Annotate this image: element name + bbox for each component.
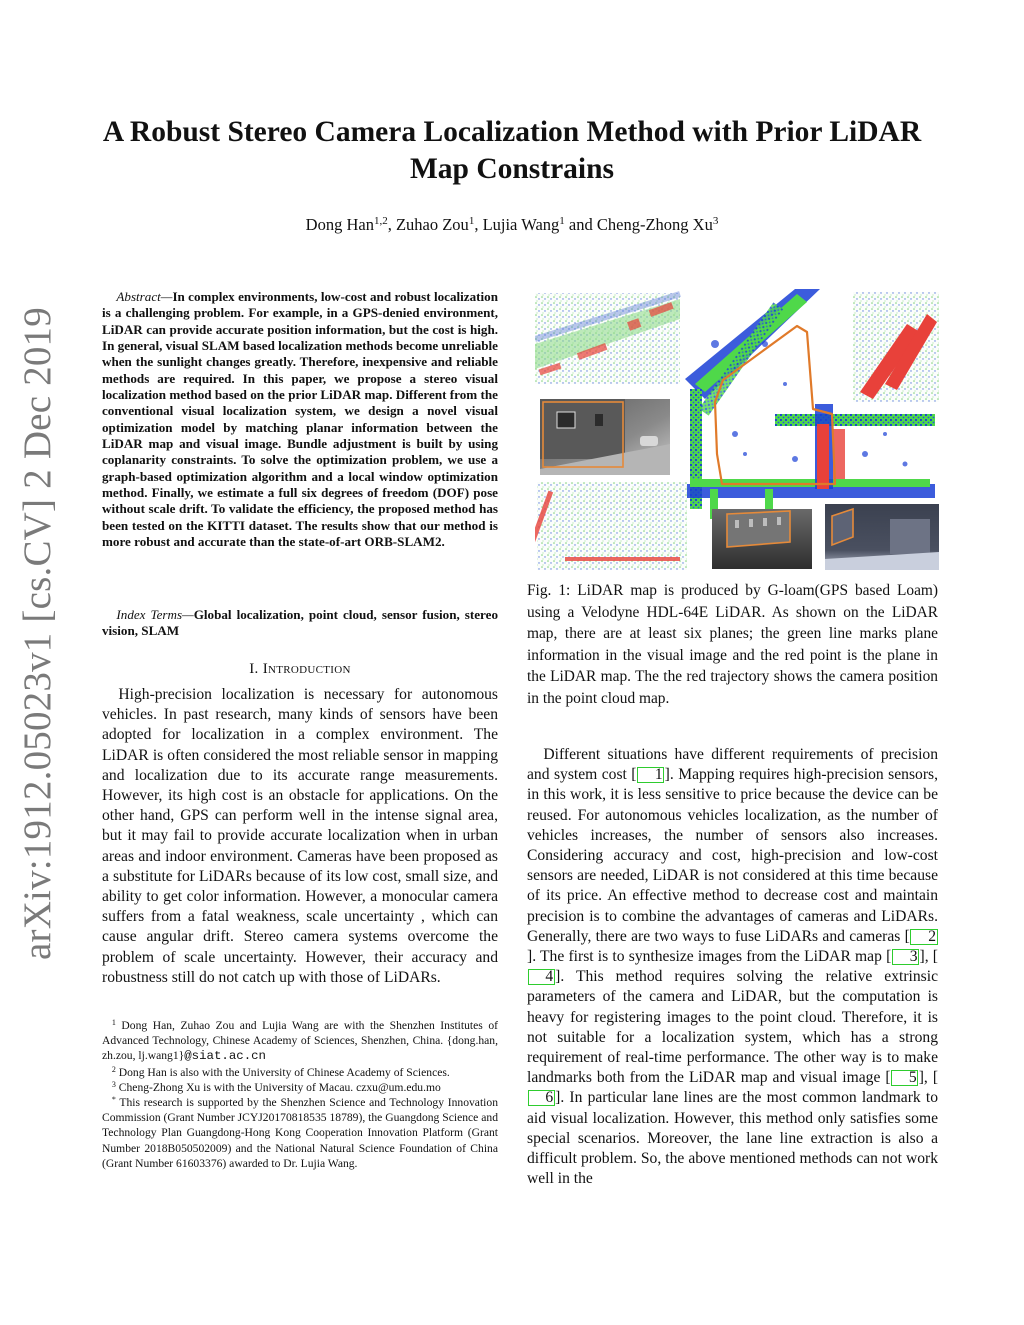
author-affiliation: 1	[468, 215, 475, 227]
author-affiliation: 1,2	[373, 215, 388, 227]
footnote-text: This research is supported by the Shenzhen Science and Technology Innovation Commission (Grant Number JCYJ20170818535 18789), the Guangdong Science and Technology Plan Guangdong-Hong Kong Cooperation Innovation Platform (Grant Number 2018B050502009) and the National Natural Science Foundation of China (Grant Number 61603376) awarded to Dr. Lujia Wang.	[102, 1096, 498, 1170]
author-affiliation: 1	[559, 215, 565, 227]
body-text-segment: . This method requires solving the relative extrinsic parameters of the camera and LiDAR, but the computation is heavy for registering images to the point cloud. Therefore, it is not suitable for a localization system, which has a strong requirement of real-time performance. The other way is to make landmarks both from the LiDAR map and visual image	[527, 968, 938, 1087]
author-name: Cheng-Zhong Xu	[596, 215, 713, 234]
figure-1-lidar-map	[535, 284, 939, 570]
paper-title-line-2: Map Constrains	[409, 153, 615, 185]
citation-separator: ,	[923, 1069, 933, 1087]
author-affiliation: 3	[712, 215, 719, 227]
index-terms	[102, 607, 498, 640]
footnote-text: Cheng-Zhong Xu is with the University of Macau. czxu@um.edu.mo	[118, 1080, 441, 1094]
citation-separator: ,	[924, 948, 933, 966]
footnote-mark: *	[111, 1095, 116, 1105]
lidar-map-figure-graphic	[535, 284, 939, 570]
body-text-segment: . In particular lane lines are the most common landmark to aid visual localization. However, this method only satisfies some special scenarios. Moreover, the lane line extraction is also a difficult problem. So, the above mentioned methods can not work well in the	[527, 1089, 938, 1188]
author-separator: and	[564, 215, 597, 234]
introduction-body	[102, 685, 498, 988]
right-column-body	[527, 745, 938, 1189]
footnote-mark: 1	[111, 1018, 116, 1027]
camera-image-left	[540, 399, 670, 475]
body-text-segment: Different situations have different requirements of precision and system cost	[527, 746, 938, 784]
footnote-mark: 3	[111, 1079, 116, 1089]
arxiv-identifier-stamp: arXiv:1912.05023v1 [cs.CV] 2 Dec 2019	[16, 307, 59, 960]
body-text-segment: . Mapping requires high-precision sensors, in this work, it is less sensitive to price because the device can be reused. For autonomous vehicles localization, as the number of vehicles increases, the number of sensors also increases. Considering accuracy and cost, high-precision and low-cost sensors are needed, LiDAR is not considered at this time because of its price. An effective method to decrease cost and maintain precision is to combine the advantages of cameras and LiDARs. Generally, there are two ways to fuse LiDARs and cameras	[527, 766, 938, 945]
footnote-mark: 2	[111, 1064, 116, 1074]
author-name: Zuhao Zou	[395, 215, 469, 234]
footnote-funding	[102, 1095, 498, 1171]
body-paragraph: Different situations have different requirements of precision and system cost [ 1 ]. Mapping requires high-precision sensors, in this work, it is less sensitive to price because the device can be reused. For autonomous vehicles localization, as the number of vehicles increases, the number of sensors also increases. Considering accuracy and cost, high-precision and low-cost sensors are needed, LiDAR is not considered at this time because of its price. An effective method to decrease cost and maintain precision is to combine the advantages of cameras and LiDARs. Generally, there are two ways to fuse LiDARs and cameras [ 2]. The first is to synthesize images from the LiDAR map [ 3 ], [4 ]. This method requires solving the relative extrinsic parameters of the camera and LiDAR, but the computation is heavy for registering images to the point cloud. Therefore, it is not suitable for a localization system, which has a strong requirement of real-time performance. The other way is to make landmarks both from the LiDAR map and visual image [ 5 ], [6 ]. In particular lane lines are the most common landmark to aid visual localization. However, this method only satisfies some special scenarios. Moreover, the lane line extraction is also a difficult problem. So, the above mentioned methods can not work well in the	[527, 746, 939, 1188]
footnotes	[102, 1018, 498, 1171]
abstract-dash: —	[160, 289, 173, 304]
footnote-text: Dong Han, Zuhao Zou and Lujia Wang are with the Shenzhen Institutes of Advanced Technology, Chinese Academy of Sciences, Shenzhen, China. {dong.han, zh.zou, lj.wang1}	[102, 1019, 498, 1063]
inset-pointcloud-top-left	[535, 293, 680, 384]
index-terms-dash: —	[182, 607, 194, 622]
footnote-1	[102, 1018, 498, 1065]
index-terms-text: Global localization, point cloud, sensor fusion, stereo vision, SLAM	[102, 607, 498, 639]
camera-image-bottom-right	[825, 504, 939, 570]
citation-link-6[interactable]: 6	[528, 1090, 555, 1106]
figure-1-caption: Fig. 1: LiDAR map is produced by G-loam(GPS based Loam) using a Velodyne HDL-64E LiDAR. As shown on the LiDAR map, there are at least six planes; the green line marks plane information in the visual image and the red point is the plane in the LiDAR map. The the red trajectory shows the camera position in the point cloud map.	[527, 582, 938, 707]
citation-link-2[interactable]: 2	[910, 929, 937, 945]
author-name: Lujia Wang	[482, 215, 560, 234]
abstract-label: Abstract	[116, 289, 161, 304]
citation-link-3[interactable]: 3	[892, 949, 919, 965]
author-list	[60, 213, 964, 237]
author-separator: ,	[474, 215, 483, 234]
footnote-email-domain: @siat.ac.cn	[184, 1049, 266, 1064]
index-terms-label: Index Terms	[116, 607, 183, 622]
paper-title-line-1: A Robust Stereo Camera Localization Method with Prior LiDAR	[102, 116, 922, 148]
citation-link-1[interactable]: 1	[637, 767, 664, 783]
footnote-text: Dong Han is also with the University of Chinese Academy of Sciences.	[118, 1065, 450, 1079]
body-text-segment: . The first is to synthesize images from the LiDAR map	[532, 948, 887, 966]
author-separator: ,	[387, 215, 396, 234]
camera-image-bottom-middle	[712, 509, 812, 569]
abstract	[102, 289, 498, 551]
section-number: I.	[249, 661, 259, 677]
citation-link-4[interactable]: 4	[528, 969, 555, 985]
inset-pointcloud-bottom-left	[535, 482, 687, 570]
footnote-3	[102, 1080, 498, 1095]
inset-pointcloud-top-right	[853, 292, 939, 402]
section-title: Introduction	[262, 661, 351, 677]
citation-link-5[interactable]: 5	[891, 1070, 918, 1086]
author-name: Dong Han	[305, 215, 374, 234]
introduction-paragraph: High-precision localization is necessary for autonomous vehicles. In past research, many kinds of sensors have been adopted for localization in a complex environment. The LiDAR is often considered the most reliable sensor in mapping and localization due to its accurate range measurements. However, its high cost is an obstacle for applications. On the other hand, GPS can perform well in the intense signal area, but it may fail to provide accurate localization when in urban areas and indoor environment. Cameras have been proposed as a substitute for LiDARs because of its low cost, small size, and ability to get color information. However, a monocular camera suffers from a fatal weakness, scale uncertainty , which can cause angular drift. Stereo camera systems overcome the problem of scale uncertainty. However, their accuracy and robustness still do not catch up with those of LiDARs.	[102, 686, 498, 986]
footnote-2	[102, 1065, 498, 1080]
section-heading-introduction	[102, 659, 498, 679]
paper-title	[60, 114, 964, 188]
abstract-text: In complex environments, low-cost and robust localization is a challenging problem. For example, in a GPS-denied environment, LiDAR can provide accurate position information, but the cost is high. In general, visual SLAM based localization methods become unreliable when the sunlight changes greatly. Therefore, inexpensive and reliable methods are required. In this paper, we propose a stereo visual localization method based on the prior LiDAR map. Different from the conventional visual localization system, we design a novel visual optimization model by matching planar information between the LiDAR map and visual image. Bundle adjustment is built by using coplanarity constraints. To solve the optimization problem, we use a graph-based optimization algorithm and a local window optimization method. Finally, we estimate a full six degrees of freedom (DOF) pose without scale drift. To validate the efficiency, the proposed method has been tested on the KITTI dataset. The results show that our method is more robust and accurate than the state-of-art ORB-SLAM2.	[102, 289, 498, 550]
